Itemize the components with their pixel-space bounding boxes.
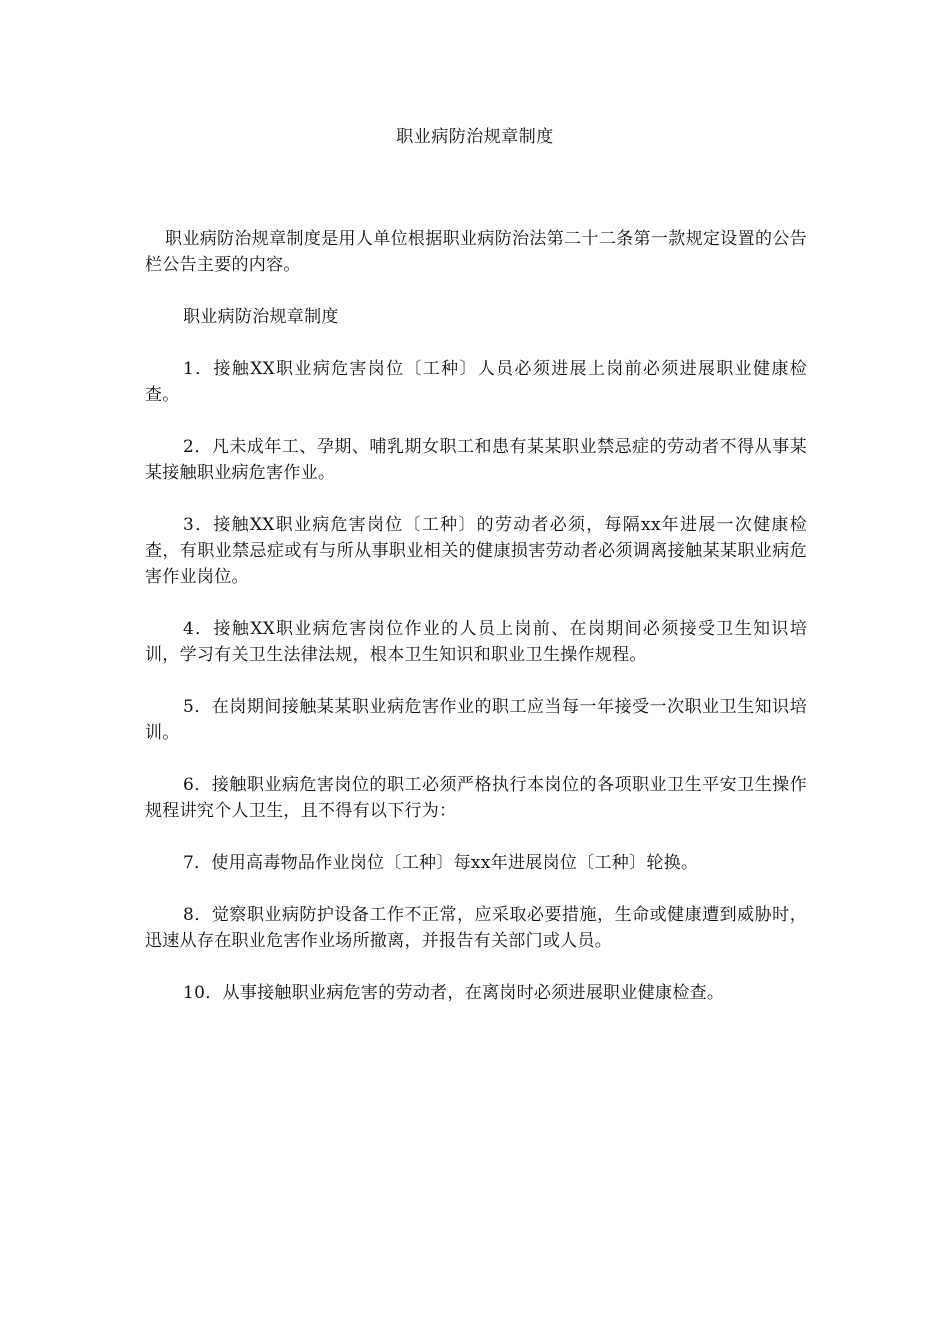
rule-item-7: 7．使用高毒物品作业岗位〔工种〕每xx年进展岗位〔工种〕轮换。 [183,853,699,873]
rule-item-6: 6．接触职业病危害岗位的职工必须严格执行本岗位的各项职业卫生平安卫生操作规程讲究个人卫生，且不得有以下行为： [145,775,807,821]
rule-item-8: 8．觉察职业病防护设备工作不正常，应采取必要措施，生命或健康遭到威胁时，迅速从存在职业危害作业场所撤离，并报告有关部门或人员。 [145,905,807,951]
rule-item-5: 5．在岗期间接触某某职业病危害作业的职工应当每一年接受一次职业卫生知识培训。 [145,697,807,743]
rule-item-4: 4．接触XX职业病危害岗位作业的人员上岗前、在岗期间必须接受卫生知识培训，学习有关卫生法律法规，根本卫生知识和职业卫生操作规程。 [145,619,807,665]
rule-item-10: 10．从事接触职业病危害的劳动者，在离岗时必须进展职业健康检查。 [183,983,725,1003]
rule-item-3: 3．接触XX职业病危害岗位〔工种〕的劳动者必须，每隔xx年进展一次健康检查，有职业禁忌症或有与所从事职业相关的健康损害劳动者必须调离接触某某职业病危害作业岗位。 [145,515,807,587]
document-body [145,226,807,1032]
rule-item-1: 1．接触XX职业病危害岗位〔工种〕人员必须进展上岗前必须进展职业健康检查。 [145,359,807,405]
intro-paragraph: 职业病防治规章制度是用人单位根据职业病防治法第二十二条第一款规定设置的公告栏公告主要的内容。 [145,229,807,275]
section-heading: 职业病防治规章制度 [183,307,339,327]
document-title: 职业病防治规章制度 [396,127,554,147]
rule-item-2: 2．凡未成年工、孕期、哺乳期女职工和患有某某职业禁忌症的劳动者不得从事某某接触职业病危害作业。 [145,437,807,483]
